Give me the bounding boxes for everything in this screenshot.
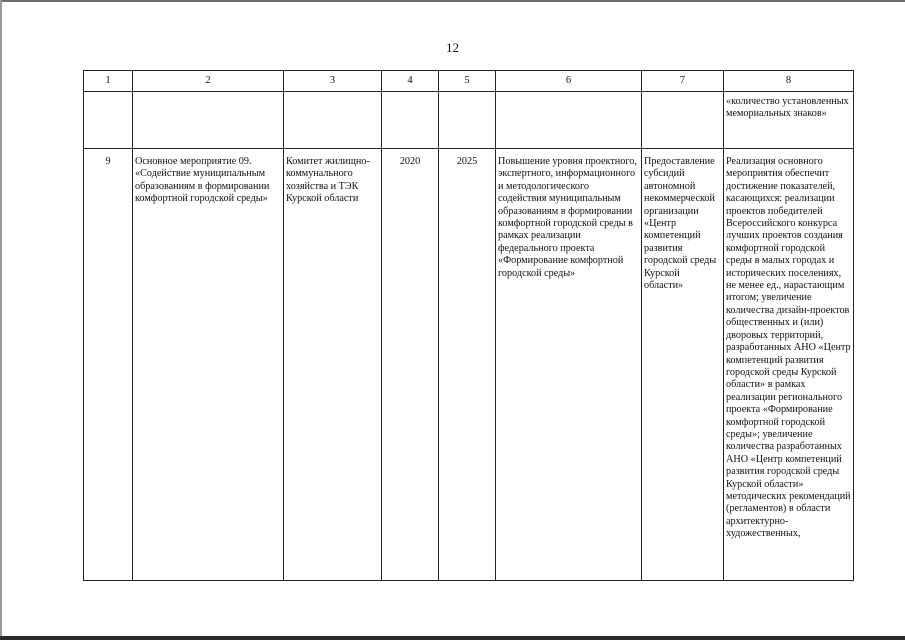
header-cell: 7	[642, 71, 724, 92]
link-cell: Реализация основного мероприятия обеспечит достижение показателей, касающихся: реализации проектов победителей Всероссийского конкурса лучших проектов создания комфортной городской среды в малых городах и исторических поселениях, не менее ед., нарастающим итогом; увеличение количества дизайн-проектов общественных и (или) дворовых территорий, разработанных АНО «Центр компетенций развития городской среды Курской области» в рамках реализации регионального проекта «Формирование комфортной городской среды»; увеличение количества разработанных АНО «Центр компетенций развития городской среды Курской области» методических рекомендаций (регламентов) в области архитектурно-художественных,	[724, 149, 854, 581]
executor-cell: Комитет жилищно-коммунального хозяйства и ТЭК Курской области	[284, 149, 382, 581]
header-cell: 6	[496, 71, 642, 92]
scan-edge-left	[0, 0, 2, 640]
header-cell: 4	[382, 71, 439, 92]
header-cell: 8	[724, 71, 854, 92]
continuation-link-cell: «количество установленных мемориальных знаков»	[724, 92, 854, 149]
start-year-cell: 2020	[382, 149, 439, 581]
table-cell	[382, 92, 439, 149]
end-year-cell: 2025	[439, 149, 496, 581]
table-cell	[84, 92, 133, 149]
table-cell	[642, 92, 724, 149]
result-cell: Повышение уровня проектного, экспертного, информационного и методологического содействия муниципальным образованиям в формировании комфортной городской среды в рамках реализации федерального проекта «Формирование комфортной городской среды»	[496, 149, 642, 581]
table-header-row	[84, 71, 854, 92]
header-cell: 2	[133, 71, 284, 92]
scan-edge-bottom	[0, 636, 905, 640]
program-table	[83, 70, 854, 581]
measure-cell: Основное мероприятие 09. «Содействие муниципальным образованиям в формировании комфортной городской среды»	[133, 149, 284, 581]
header-cell: 1	[84, 71, 133, 92]
row-number-cell: 9	[84, 149, 133, 581]
header-cell: 3	[284, 71, 382, 92]
directions-cell: Предоставление субсидий автономной некоммерческой организации «Центр компетенций развития городской среды Курской области»	[642, 149, 724, 581]
table-cell	[439, 92, 496, 149]
table-row	[84, 92, 854, 149]
page-number: 12	[446, 40, 459, 55]
table-cell	[496, 92, 642, 149]
table-cell	[133, 92, 284, 149]
scan-edge-top	[0, 0, 905, 2]
table-row	[84, 149, 854, 581]
header-cell: 5	[439, 71, 496, 92]
table-cell	[284, 92, 382, 149]
